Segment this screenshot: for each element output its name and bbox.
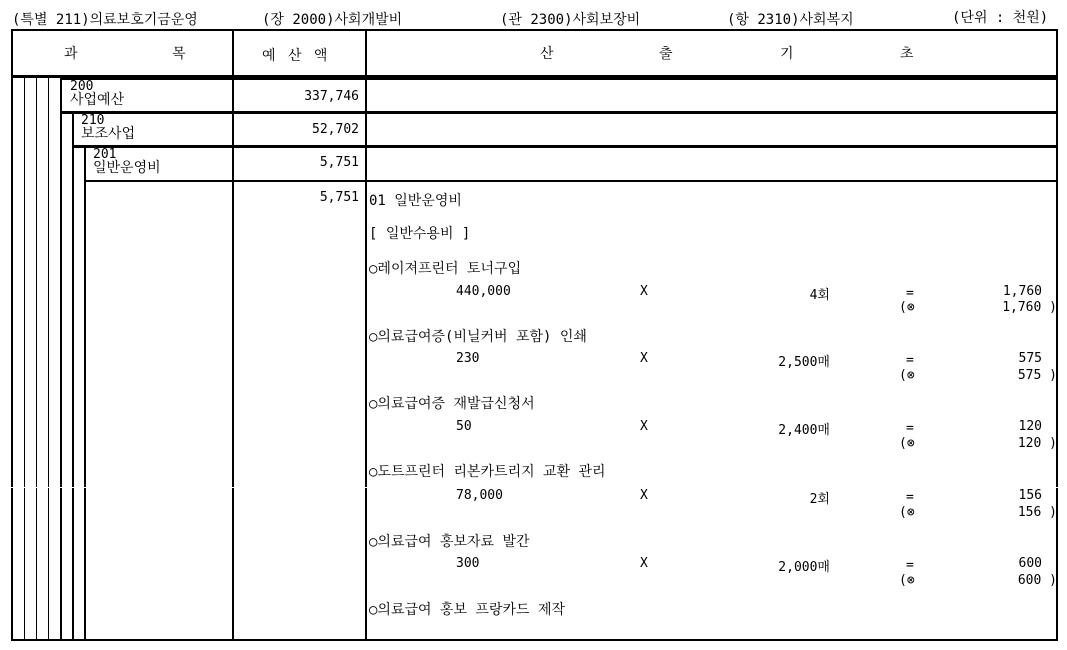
item-total: 1,760 bbox=[1002, 284, 1042, 299]
item-equals: = bbox=[906, 286, 914, 301]
item-price: 300 bbox=[456, 556, 480, 571]
row-amount: 5,751 bbox=[319, 155, 359, 170]
col-basis-3: 기 bbox=[780, 46, 794, 62]
item-sub-total: 600 ) bbox=[1017, 573, 1057, 588]
item-multiply: X bbox=[640, 351, 648, 366]
detail-amount: 5,751 bbox=[319, 190, 359, 205]
row-amount: 337,746 bbox=[304, 89, 359, 104]
item-name: ○의료급여 홍보자료 발간 bbox=[369, 534, 530, 550]
last-item-name: ○의료급여 홍보 프랑카드 제작 bbox=[369, 602, 566, 618]
item-multiply: X bbox=[640, 419, 648, 434]
item-name: ○의료급여증(비닐커버 포함) 인쇄 bbox=[369, 329, 587, 345]
item-sub-open: (⊗ bbox=[899, 573, 915, 588]
item-total: 600 bbox=[1018, 556, 1042, 571]
col-basis-1: 산 bbox=[540, 46, 554, 62]
detail-title: 01 일반운영비 bbox=[369, 193, 462, 209]
row-name: 보조사업 bbox=[81, 126, 136, 142]
item-name: ○의료급여증 재발급신청서 bbox=[369, 396, 535, 412]
item-multiply: X bbox=[640, 284, 648, 299]
row-code: 200 bbox=[70, 79, 94, 94]
item-sub-open: (⊗ bbox=[899, 505, 915, 520]
item-price: 50 bbox=[456, 419, 472, 434]
item-multiply: X bbox=[640, 488, 648, 503]
chapter-label: (장 2000)사회개발비 bbox=[262, 12, 403, 28]
item-multiply: X bbox=[640, 556, 648, 571]
item-sub-open: (⊗ bbox=[899, 368, 915, 383]
item-label: (항 2310)사회복지 bbox=[727, 12, 854, 28]
detail-category: [ 일반수용비 ] bbox=[369, 226, 471, 242]
item-total: 575 bbox=[1018, 351, 1042, 366]
row-code: 201 bbox=[93, 147, 117, 162]
item-equals: = bbox=[906, 353, 914, 368]
row-code: 210 bbox=[81, 113, 105, 128]
row-name: 사업예산 bbox=[70, 92, 125, 108]
unit-label: (단위 : 천원) bbox=[952, 10, 1049, 26]
item-equals: = bbox=[906, 558, 914, 573]
item-qty: 2,500매 bbox=[778, 355, 830, 370]
item-sub-open: (⊗ bbox=[899, 300, 915, 315]
item-sub-total: 1,760 ) bbox=[1002, 300, 1057, 315]
item-qty: 2회 bbox=[809, 492, 830, 507]
item-total: 156 bbox=[1018, 488, 1042, 503]
item-price: 230 bbox=[456, 351, 480, 366]
item-sub-total: 156 ) bbox=[1017, 505, 1057, 520]
item-name: ○레이져프린터 토너구입 bbox=[369, 261, 522, 277]
item-total: 120 bbox=[1018, 419, 1042, 434]
item-name: ○도트프린터 리본카트리지 교환 관리 bbox=[369, 464, 606, 480]
section-label: (관 2300)사회보장비 bbox=[500, 12, 641, 28]
item-sub-open: (⊗ bbox=[899, 436, 915, 451]
item-price: 78,000 bbox=[456, 488, 503, 503]
col-subject-left: 과 bbox=[64, 46, 78, 62]
item-equals: = bbox=[906, 421, 914, 436]
item-qty: 2,400매 bbox=[778, 423, 830, 438]
col-subject-right: 목 bbox=[172, 46, 186, 62]
item-equals: = bbox=[906, 490, 914, 505]
row-name: 일반운영비 bbox=[93, 160, 161, 176]
fund-label: (특별 211)의료보호기금운영 bbox=[12, 12, 198, 28]
col-basis-4: 초 bbox=[900, 46, 914, 62]
col-basis-2: 출 bbox=[659, 46, 673, 62]
row-amount: 52,702 bbox=[312, 122, 359, 137]
item-qty: 4회 bbox=[809, 288, 830, 303]
item-sub-total: 120 ) bbox=[1017, 436, 1057, 451]
item-sub-total: 575 ) bbox=[1017, 368, 1057, 383]
item-qty: 2,000매 bbox=[778, 560, 830, 575]
item-price: 440,000 bbox=[456, 284, 511, 299]
col-budget: 예 산 액 bbox=[262, 48, 330, 64]
